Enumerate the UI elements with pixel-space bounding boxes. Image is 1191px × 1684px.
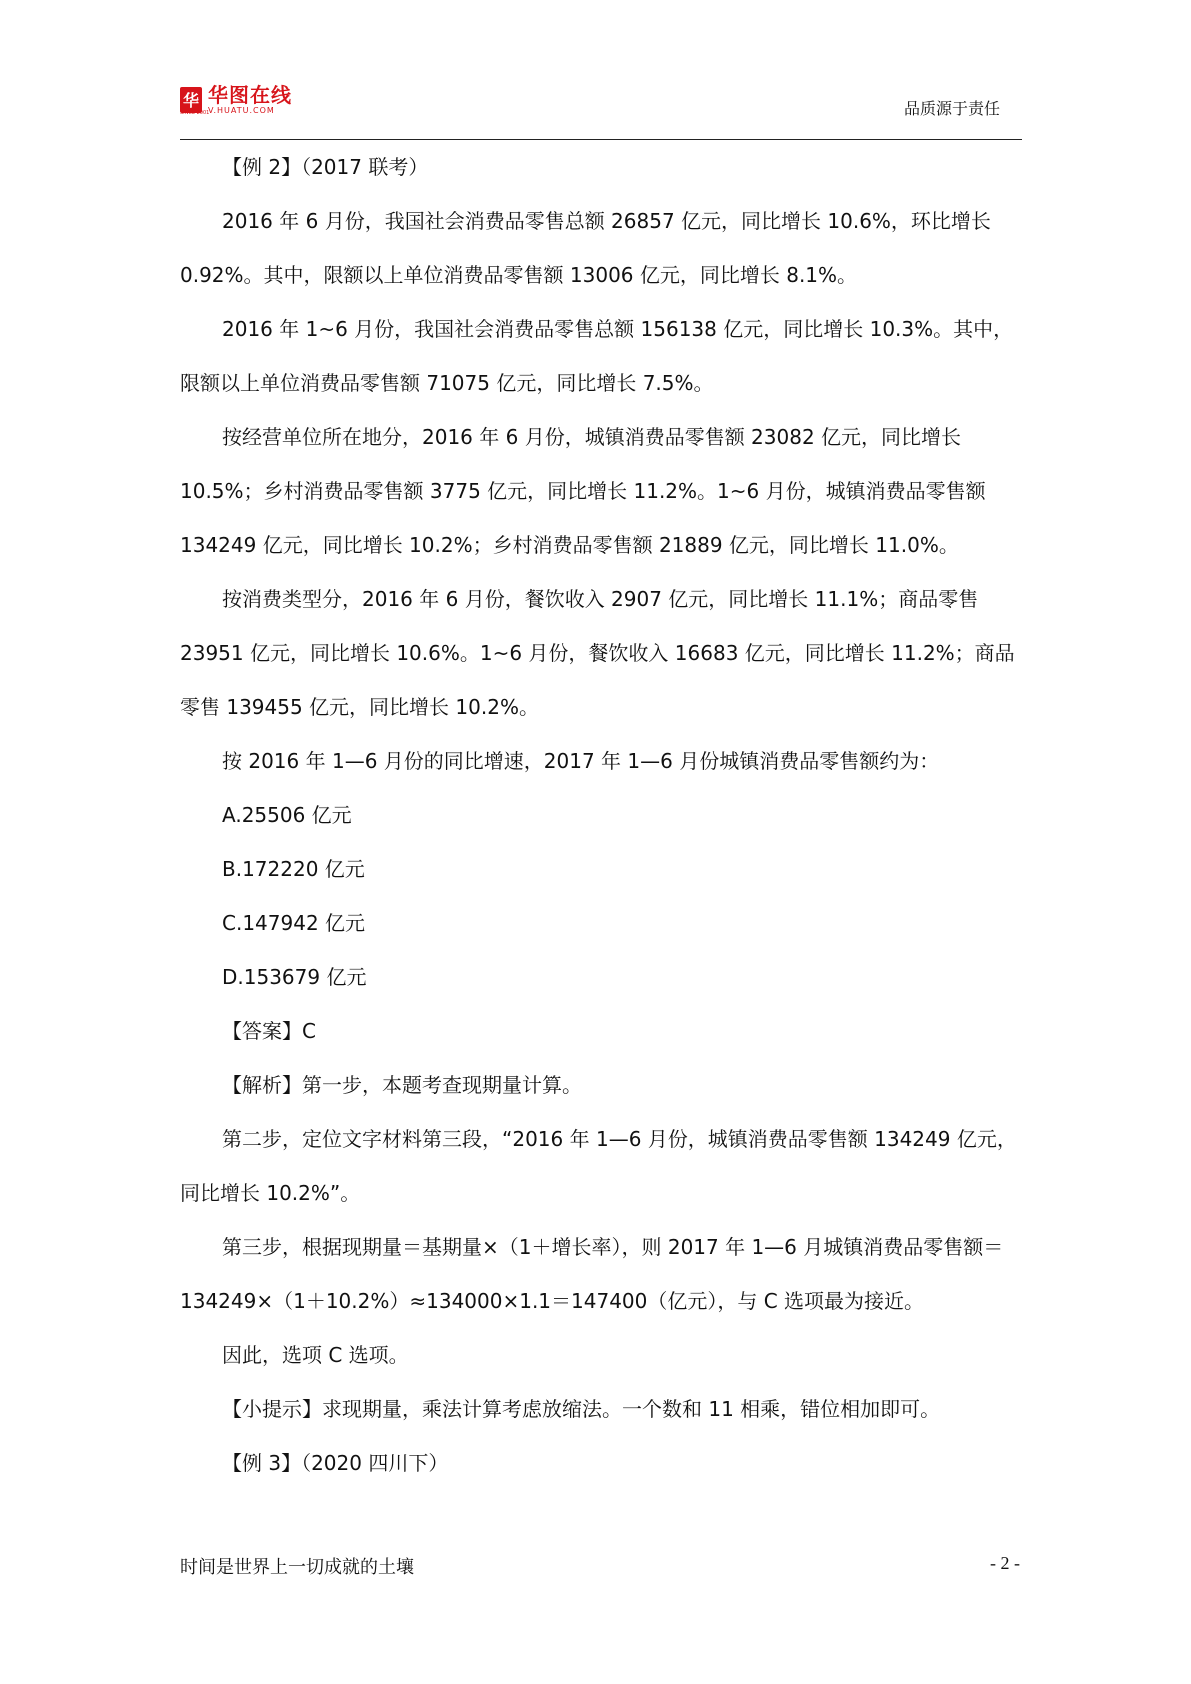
option-b: B.172220 亿元 — [222, 857, 365, 881]
page-header — [180, 82, 1022, 142]
footer-motto: 时间是世界上一切成就的土壤 — [180, 1557, 414, 1578]
analysis-step-1: 【解析】第一步，本题考查现期量计算。 — [222, 1073, 582, 1097]
header-slogan: 品质源于责任 — [903, 99, 1000, 118]
paragraph-4: 按消费类型分，2016 年 6 月份，餐饮收入 2907 亿元，同比增长 11.1%；商品零售 23951 亿元，同比增长 10.6%。1~6 月份，餐饮收入 16683 亿元，同比增长 11.2%；商品零售 139455 亿元，同比增长 10.2%。 — [180, 587, 1015, 719]
example-2-title: 【例 2】（2017 联考） — [222, 155, 429, 179]
option-a: A.25506 亿元 — [222, 803, 352, 827]
option-c: C.147942 亿元 — [222, 911, 366, 935]
logo-since: SINCE 2001 — [180, 110, 210, 116]
conclusion: 因此，选项 C 选项。 — [222, 1343, 409, 1367]
paragraph-3: 按经营单位所在地分，2016 年 6 月份，城镇消费品零售额 23082 亿元，同比增长 10.5%；乡村消费品零售额 3775 亿元，同比增长 11.2%。1~6 月份，城镇消费品零售额 134249 亿元，同比增长 10.2%；乡村消费品零售额 21889 亿元，同比增长 11.0%。 — [180, 425, 986, 557]
page-number: - 2 - — [990, 1553, 1020, 1573]
paragraph-2: 2016 年 1~6 月份，我国社会消费品零售总额 156138 亿元，同比增长 10.3%。其中，限额以上单位消费品零售额 71075 亿元，同比增长 7.5%。 — [180, 317, 1014, 395]
answer: 【答案】C — [222, 1019, 316, 1043]
option-d: D.153679 亿元 — [222, 965, 367, 989]
document-body — [180, 140, 1022, 1490]
tip: 【小提示】求现期量，乘法计算考虑放缩法。一个数和 11 相乘，错位相加即可。 — [222, 1397, 941, 1421]
logo-name: 华图在线 — [208, 83, 292, 107]
example-3-title: 【例 3】（2020 四川下） — [222, 1451, 449, 1475]
logo-url: V.HUATU.COM — [208, 106, 275, 115]
paragraph-1: 2016 年 6 月份，我国社会消费品零售总额 26857 亿元，同比增长 10.6%，环比增长 0.92%。其中，限额以上单位消费品零售额 13006 亿元，同比增长 8.1%。 — [180, 209, 991, 287]
analysis-step-2: 第二步，定位文字材料第三段，“2016 年 1—6 月份，城镇消费品零售额 134249 亿元，同比增长 10.2%”。 — [180, 1127, 1017, 1205]
analysis-step-3: 第三步，根据现期量＝基期量×（1＋增长率），则 2017 年 1—6 月城镇消费品零售额＝134249×（1＋10.2%）≈134000×1.1＝147400（亿元），与 C 选项最为接近。 — [180, 1235, 1004, 1313]
logo-mark-icon: 华 — [180, 87, 202, 113]
question-text: 按 2016 年 1—6 月份的同比增速，2017 年 1—6 月份城镇消费品零售额约为： — [222, 749, 940, 773]
